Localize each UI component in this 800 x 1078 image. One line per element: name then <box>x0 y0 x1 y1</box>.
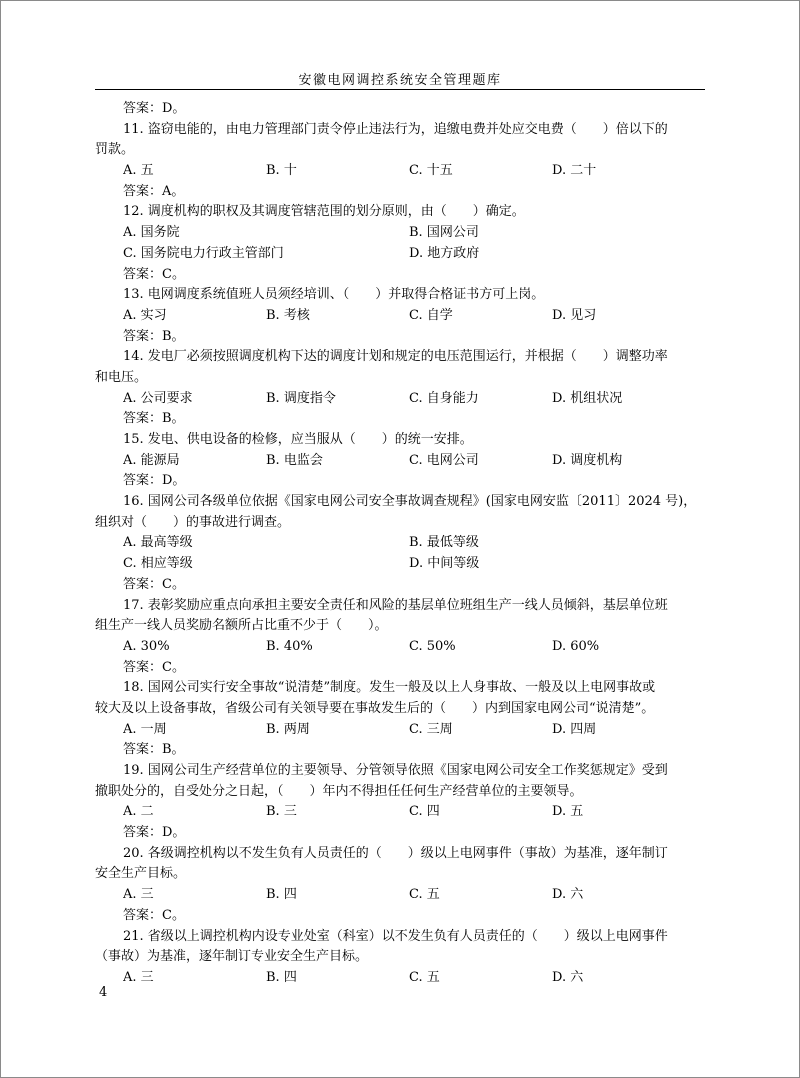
question-line: 答案：A。 <box>123 183 185 199</box>
option-item: C. 国务院电力行政主管部门 <box>123 245 284 261</box>
question-continuation-line: 组生产一线人员奖励名额所占比重不少于（ ）。 <box>95 618 388 634</box>
option-item: A. 30% <box>123 638 170 654</box>
question-line: 14. 发电厂必须按照调度机构下达的调度计划和规定的电压范围运行，并根据（ ）调整功率 <box>123 349 668 365</box>
question-line: 21. 省级以上调控机构内设专业处室（科室）以不发生负有人员责任的（ ）级以上电网事件 <box>123 928 668 944</box>
option-item: D. 调度机构 <box>552 452 623 468</box>
options-row <box>123 968 709 989</box>
question-line: 答案：C。 <box>123 659 185 675</box>
question-line: 18. 国网公司实行安全事故“说清楚”制度。发生一般及以上人身事故、一般及以上电网事故或 <box>123 680 656 696</box>
question-line: 19. 国网公司生产经营单位的主要领导、分管领导依照《国家电网公司安全工作奖惩规定》受到 <box>123 763 668 778</box>
option-item: D. 六 <box>552 969 584 985</box>
option-item: A. 二 <box>123 804 154 820</box>
option-item: D. 中间等级 <box>409 556 480 572</box>
option-item: B. 四 <box>266 969 297 985</box>
options-row <box>123 802 709 823</box>
options-row <box>123 223 709 244</box>
option-item: C. 四 <box>409 804 440 820</box>
question-continuation-line: 撤职处分的，自受处分之日起，（ ）年内不得担任任何生产经营单位的主要领导。 <box>95 783 583 799</box>
option-item: B. 40% <box>266 638 313 654</box>
options-row <box>123 451 709 472</box>
question-line: 20. 各级调控机构以不发生负有人员责任的（ ）级以上电网事件（事故）为基准，逐年制订 <box>123 845 668 861</box>
question-line: 12. 调度机构的职权及其调度管辖范围的划分原则，由（ ）确定。 <box>123 204 525 220</box>
question-line: 答案：B。 <box>123 411 185 427</box>
option-item: D. 机组状况 <box>552 390 623 406</box>
options-row <box>123 554 709 575</box>
question-line: 答案：B。 <box>123 742 185 758</box>
question-line: 答案：C。 <box>123 907 185 923</box>
question-line: 16. 国网公司各级单位依据《国家电网公司安全事故调查规程》(国家电网安监〔2011〕2024 号)， <box>123 494 697 510</box>
question-continuation-line: 组织对（ ）的事故进行调查。 <box>95 514 291 530</box>
question-line: 答案：C。 <box>123 576 185 592</box>
option-item: D. 地方政府 <box>409 245 480 261</box>
option-item: B. 考核 <box>266 307 310 323</box>
option-item: C. 自身能力 <box>409 390 479 406</box>
options-row <box>123 885 709 906</box>
options-row <box>123 637 709 658</box>
option-item: B. 十 <box>266 163 297 179</box>
option-item: C. 三周 <box>409 721 453 737</box>
option-item: A. 能源局 <box>123 452 180 468</box>
option-item: B. 国网公司 <box>409 225 479 241</box>
option-item: D. 五 <box>552 804 584 820</box>
option-item: D. 见习 <box>552 307 597 323</box>
option-item: A. 实习 <box>123 307 167 323</box>
question-line: 13. 电网调度系统值班人员须经培训、（ ）并取得合格证书方可上岗。 <box>123 287 545 303</box>
options-row <box>123 533 709 554</box>
page-header-title: 安徽电网调控系统安全管理题库 <box>298 73 502 88</box>
option-item: A. 五 <box>123 163 154 179</box>
option-item: C. 电网公司 <box>409 452 479 468</box>
question-line: 答案：D。 <box>123 473 186 489</box>
question-line: 答案：D。 <box>123 101 186 116</box>
options-row <box>123 244 709 265</box>
option-item: C. 相应等级 <box>123 556 193 572</box>
option-item: B. 四 <box>266 887 297 903</box>
option-item: B. 两周 <box>266 721 310 737</box>
option-item: A. 三 <box>123 887 154 903</box>
question-list <box>95 99 709 989</box>
option-item: C. 五 <box>409 969 440 985</box>
option-item: A. 一周 <box>123 721 167 737</box>
option-item: C. 50% <box>409 638 456 654</box>
header-divider <box>95 89 705 90</box>
options-row <box>123 720 709 741</box>
option-item: C. 十五 <box>409 163 453 179</box>
option-item: C. 自学 <box>409 307 453 323</box>
question-line: 15. 发电、供电设备的检修，应当服从（ ）的统一安排。 <box>123 432 473 447</box>
option-item: C. 五 <box>409 887 440 903</box>
question-line: 17. 表彰奖励应重点向承担主要安全责任和风险的基层单位班组生产一线人员倾斜，基层单位班 <box>123 597 668 613</box>
options-row <box>123 306 709 327</box>
question-line: 答案：D。 <box>123 825 186 841</box>
option-item: B. 最低等级 <box>409 535 479 551</box>
option-item: D. 六 <box>552 887 584 903</box>
question-continuation-line: 和电压。 <box>95 369 148 385</box>
option-item: B. 调度指令 <box>266 390 336 406</box>
options-row <box>123 161 709 182</box>
option-item: D. 60% <box>552 638 600 654</box>
option-item: A. 三 <box>123 969 154 985</box>
question-continuation-line: 较大及以上设备事故，省级公司有关领导要在事故发生后的（ ）内到国家电网公司“说清楚”。 <box>95 700 655 716</box>
options-row <box>123 389 709 410</box>
question-continuation-line: 罚款。 <box>95 142 135 158</box>
question-line: 11. 盗窃电能的，由电力管理部门责令停止违法行为，追缴电费并处应交电费（ ）倍以下的 <box>123 121 668 137</box>
option-item: B. 三 <box>266 804 297 820</box>
question-continuation-line: （事故）为基准，逐年制订专业安全生产目标。 <box>95 949 369 965</box>
option-item: D. 四周 <box>552 721 597 737</box>
option-item: B. 电监会 <box>266 452 323 468</box>
option-item: A. 公司要求 <box>123 390 193 406</box>
question-continuation-line: 安全生产目标。 <box>95 866 187 882</box>
question-line: 答案：B。 <box>123 328 185 344</box>
option-item: D. 二十 <box>552 163 597 179</box>
page-number: 4 <box>99 985 108 1000</box>
option-item: A. 国务院 <box>123 225 180 241</box>
option-item: A. 最高等级 <box>123 535 193 551</box>
question-line: 答案：C。 <box>123 266 185 282</box>
